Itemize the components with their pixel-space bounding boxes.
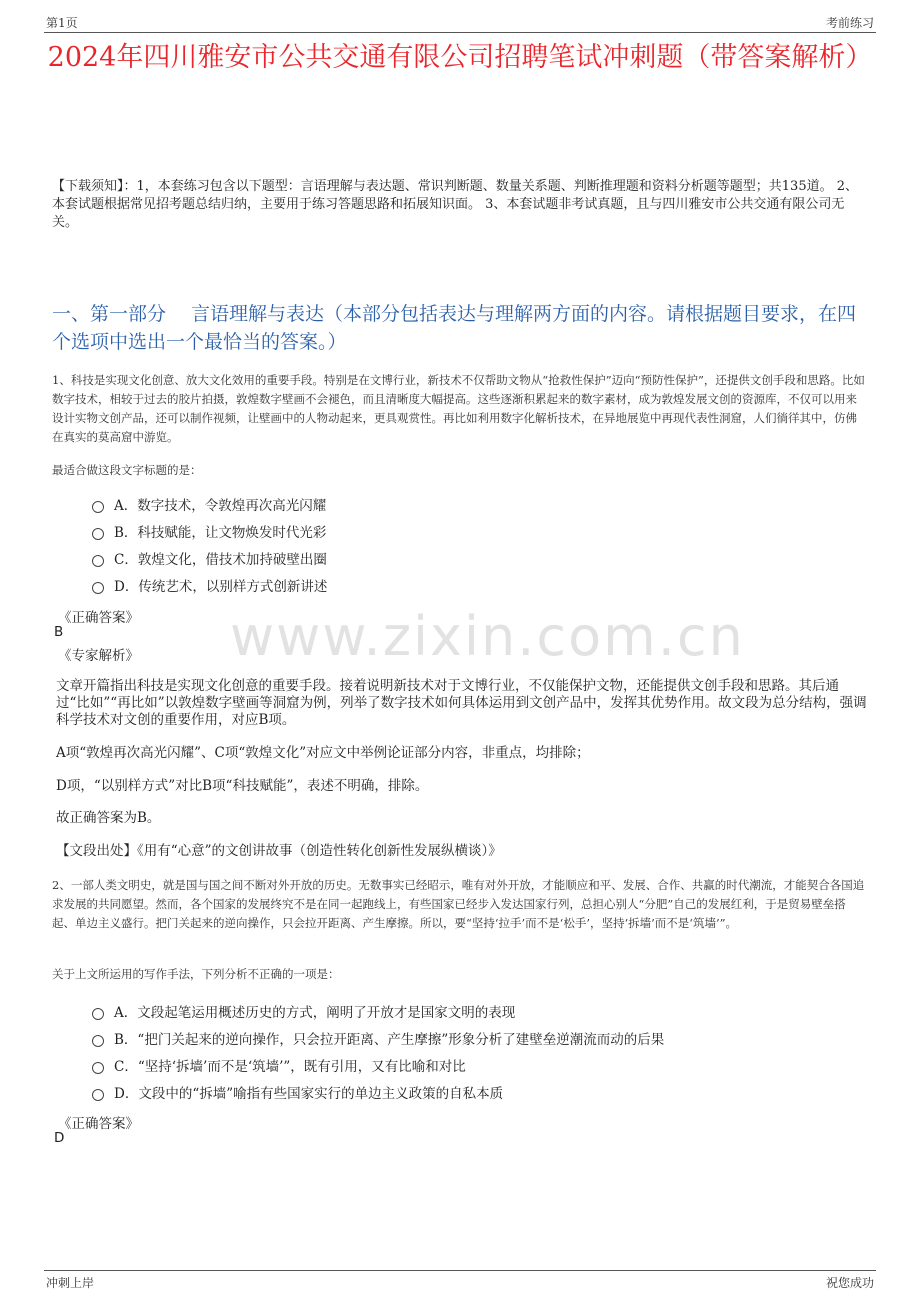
analysis-paragraph: D项，“以别样方式”对比B项“科技赋能”，表述不明确，排除。 bbox=[56, 778, 429, 794]
radio-icon[interactable] bbox=[92, 582, 104, 594]
option-b[interactable]: B．“把门关起来的逆向操作，只会拉开距离、产生摩擦”形象分析了建壁垒逆潮流而动的后果 bbox=[92, 1024, 664, 1051]
watermark: www.zixin.com.cn bbox=[230, 605, 745, 668]
option-b[interactable]: B．科技赋能，让文物焕发时代光彩 bbox=[92, 517, 327, 544]
analysis-paragraph: 文章开篇指出科技是实现文化创意的重要手段。接着说明新技术对于文博行业，不仅能保护文物，还能提供文创手段和思路。其后通过“比如”“再比如”以敦煌数字壁画等洞窟为例，列举了数字技术如何具体运用到文创产品中，发挥其优势作用。故文段为总分结构，强调科学技术对文创的重要作用，对应B项。 bbox=[56, 678, 867, 728]
expert-analysis-label: 《专家解析》 bbox=[58, 648, 139, 664]
question-1-text: 1、科技是实现文化创意、放大文化效用的重要手段。特别是在文博行业，新技术不仅帮助文物从“抢救性保护”迈向“预防性保护”，还提供文创手段和思路。比如数字技术，相较于过去的胶片拍摄，敦煌数字壁画不会褪色，而且清晰度大幅提高。这些逐渐积累起来的数字素材，成为敦煌发展文创的资源库，不仅可以用来设计实物文创产品，还可以制作视频，让壁画中的人物动起来，更具观赏性。再比如利用数字化解析技术，在异地展览中再现代表性洞窟，人们徜徉其中，仿佛在真实的莫高窟中游览。 bbox=[52, 373, 865, 444]
radio-icon[interactable] bbox=[92, 501, 104, 513]
header-label: 考前练习 bbox=[825, 16, 874, 30]
radio-icon[interactable] bbox=[92, 1062, 104, 1074]
question-2-prompt: 关于上文所运用的写作手法，下列分析不正确的一项是： bbox=[52, 967, 340, 981]
document-title: 2024年四川雅安市公共交通有限公司招聘笔试冲刺题（带答案解析） bbox=[47, 42, 873, 73]
page-header bbox=[44, 12, 876, 33]
question-1-prompt: 最适合做这段文字标题的是： bbox=[52, 463, 202, 477]
radio-icon[interactable] bbox=[92, 528, 104, 540]
page-number: 第1页 bbox=[46, 16, 78, 30]
radio-icon[interactable] bbox=[92, 1035, 104, 1047]
footer-left-label: 冲刺上岸 bbox=[46, 1276, 95, 1290]
correct-answer: D bbox=[54, 1130, 65, 1146]
page-footer bbox=[44, 1270, 876, 1293]
source-citation: 【文段出处】《用有“心意”的文创讲故事（创造性转化创新性发展纵横谈）》 bbox=[56, 843, 502, 859]
radio-icon[interactable] bbox=[92, 1089, 104, 1101]
option-c[interactable]: C．敦煌文化，借技术加持破壁出圈 bbox=[92, 544, 327, 571]
correct-answer-label: 《正确答案》 bbox=[58, 1116, 139, 1132]
option-a[interactable]: A．文段起笔运用概述历史的方式，阐明了开放才是国家文明的表现 bbox=[92, 997, 664, 1024]
radio-icon[interactable] bbox=[92, 1008, 104, 1020]
question-1-options bbox=[92, 490, 327, 598]
analysis-conclusion: 故正确答案为B。 bbox=[56, 810, 161, 826]
correct-answer: B bbox=[54, 624, 64, 640]
option-d[interactable]: D．传统艺术，以别样方式创新讲述 bbox=[92, 571, 327, 598]
option-a[interactable]: A．数字技术，令敦煌再次高光闪耀 bbox=[92, 490, 327, 517]
section-title: 一、第一部分 言语理解与表达（本部分包括表达与理解两方面的内容。请根据题目要求，在四个选项中选出一个最恰当的答案。） bbox=[52, 303, 857, 353]
question-2-options bbox=[92, 997, 664, 1105]
footer-right-label: 祝您成功 bbox=[825, 1276, 874, 1290]
radio-icon[interactable] bbox=[92, 555, 104, 567]
analysis-paragraph: A项“敦煌再次高光闪耀”、C项“敦煌文化”对应文中举例论证部分内容，非重点，均排除； bbox=[56, 745, 590, 761]
question-2-text: 2、一部人类文明史，就是国与国之间不断对外开放的历史。无数事实已经昭示，唯有对外开放，才能顺应和平、发展、合作、共赢的时代潮流，才能契合各国追求发展的共同愿望。然而，各个国家的发展终究不是在同一起跑线上，有些国家已经步入发达国家行列，总担心别人“分肥”自己的发展红利，于是贸易壁垒搭起、单边主义盛行。把门关起来的逆向操作，只会拉开距离、产生摩擦。所以，要“坚持‘拉手’而不是‘松手’，坚持‘拆墙’而不是‘筑墙’”。 bbox=[52, 878, 865, 930]
correct-answer-label: 《正确答案》 bbox=[58, 610, 139, 626]
option-c[interactable]: C．“坚持‘拆墙’而不是‘筑墙’”，既有引用，又有比喻和对比 bbox=[92, 1051, 664, 1078]
option-d[interactable]: D．文段中的“拆墙”喻指有些国家实行的单边主义政策的自私本质 bbox=[92, 1078, 664, 1105]
download-notice: 【下载须知】：1，本套练习包含以下题型：言语理解与表达题、常识判断题、数量关系题、判断推理题和资料分析题等题型；共135道。 2、本套试题根据常见招考题总结归纳，主要用于练习答题思路和拓展知识面。 3、本套试题非考试真题，且与四川雅安市公共交通有限公司无关。 bbox=[52, 179, 858, 230]
